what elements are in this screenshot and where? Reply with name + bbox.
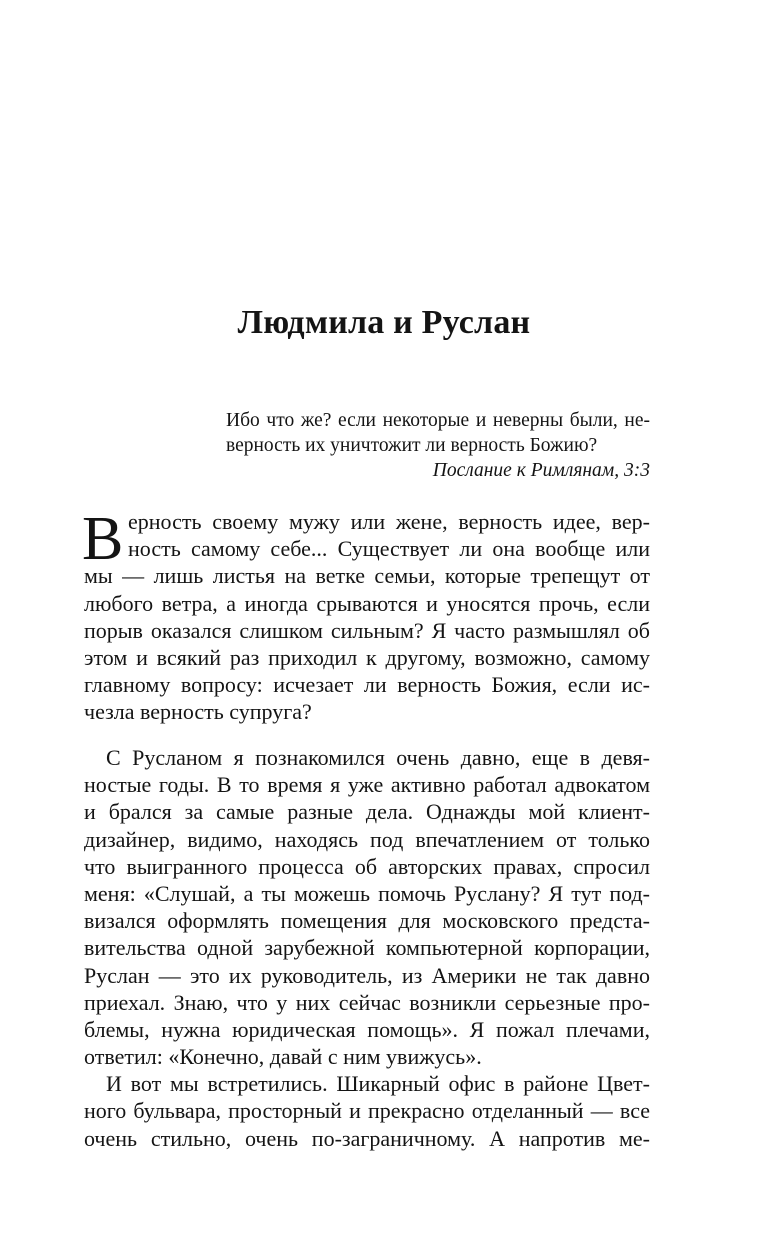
text-line: ность самому себе... Существует ли она вообще или (128, 536, 650, 562)
text-line: главному вопросу: исчезает ли верность Божия, если ис- (84, 672, 650, 698)
text-line: и брался за самые разные дела. Однажды мой клиент- (84, 799, 650, 825)
text-line: ного бульвара, просторный и прекрасно отделанный — все (84, 1098, 650, 1124)
text-line: очень стильно, очень по-заграничному. А напротив ме- (84, 1125, 650, 1151)
text-line: И вот мы встретились. Шикарный офис в районе Цвет- (106, 1071, 650, 1097)
text-line: порыв оказался слишком сильным? Я часто размышлял об (84, 617, 650, 643)
paragraph-2 (84, 744, 650, 1152)
text-line: ответил: «Конечно, давай с ним увижусь». (84, 1044, 482, 1070)
text-line: меня: «Слушай, а ты можешь помочь Руслану? Я тут под- (84, 880, 650, 906)
epigraph-line: Ибо что же? если некоторые и неверны были, не- (226, 410, 650, 431)
drop-cap: В (82, 505, 124, 573)
epigraph-line: верность их уничтожит ли верность Божию? (226, 435, 598, 456)
text-line: чезла верность супруга? (84, 699, 312, 725)
epigraph (226, 408, 650, 483)
text-line: любого ветра, а иногда срываются и уносятся прочь, если (84, 590, 650, 616)
text-line: приехал. Знаю, что у них сейчас возникли серьезные про- (84, 989, 650, 1015)
text-line: этом и всякий раз приходил к другому, возможно, самому (84, 644, 650, 670)
text-line: ерность своему мужу или жене, верность идее, вер- (128, 509, 650, 534)
epigraph-source: Послание к Римлянам, 3:3 (432, 460, 650, 481)
text-line: дизайнер, видимо, находясь под впечатлением от только (84, 826, 650, 852)
chapter-title: Людмила и Руслан (237, 304, 531, 341)
text-line: что выигранного процесса об авторских правах, спросил (84, 853, 650, 879)
text-line: визался оформлять помещения для московского предста- (84, 908, 650, 934)
text-line: блемы, нужна юридическая помощь». Я пожал плечами, (84, 1016, 650, 1042)
dropcap-block (82, 505, 650, 573)
text-line: вительства одной зарубежной компьютерной корпорации, (84, 935, 650, 961)
text-line: ностые годы. В то время я уже активно работал адвокатом (84, 772, 650, 798)
text-line: Руслан — это их руководитель, из Америки не так давно (84, 962, 650, 988)
text-line: мы — лишь листья на ветке семьи, которые трепещут от (84, 563, 650, 589)
paragraph-1 (82, 505, 650, 726)
text-line: С Русланом я познакомился очень давно, еще в девя- (106, 745, 650, 770)
